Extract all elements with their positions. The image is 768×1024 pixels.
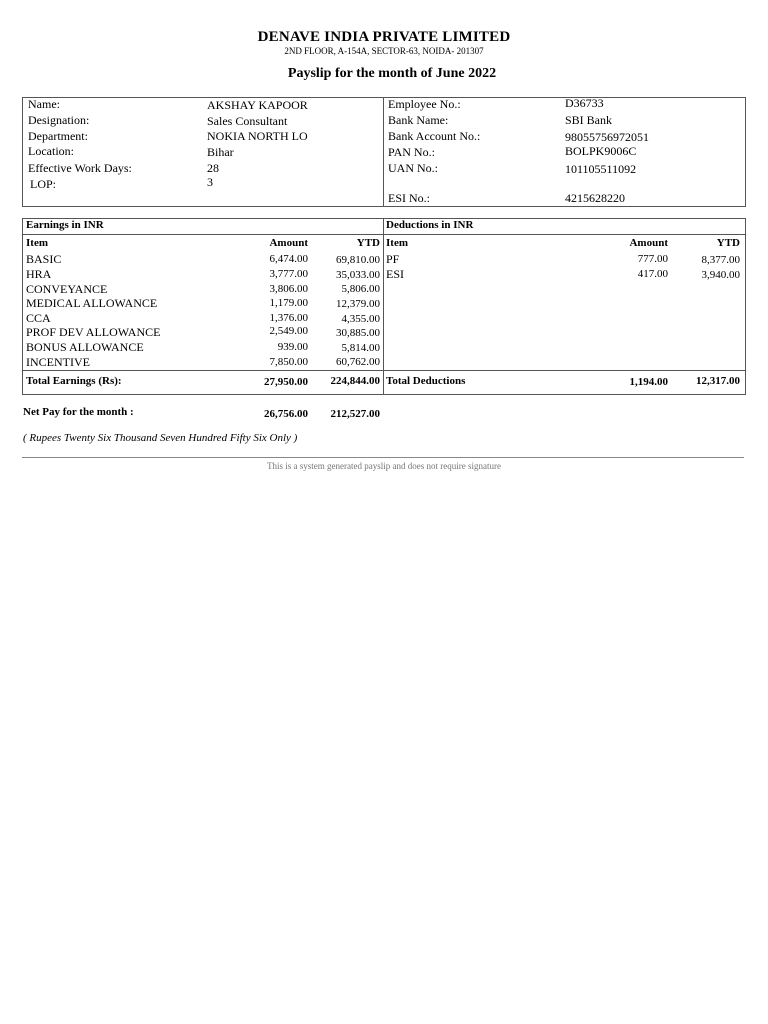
earning-ytd: 5,814.00 [341, 342, 380, 354]
net-pay-in-words: ( Rupees Twenty Six Thousand Seven Hundred Fifty Six Only ) [23, 432, 298, 444]
earning-item: PROF DEV ALLOWANCE [26, 325, 161, 339]
emp-no-label: Employee No.: [388, 97, 461, 111]
designation-label: Designation: [28, 113, 90, 127]
esi-value: 4215628220 [565, 191, 625, 205]
deductions-title: Deductions in INR [386, 219, 474, 231]
lop-value: 3 [207, 175, 213, 189]
net-pay-amount: 26,756.00 [264, 408, 308, 420]
earning-ytd: 35,033.00 [336, 269, 380, 281]
earning-ytd: 69,810.00 [336, 254, 380, 266]
payslip-title: Payslip for the month of June 2022 [287, 66, 497, 81]
location-label: Location: [28, 144, 74, 158]
pan-value: BOLPK9006C [565, 144, 637, 158]
net-pay-ytd: 212,527.00 [330, 408, 380, 420]
earning-item: BASIC [26, 252, 62, 266]
name-value: AKSHAY KAPOOR [207, 98, 308, 112]
earnings-col-item: Item [26, 237, 48, 249]
department-label: Department: [28, 129, 88, 143]
deduction-item: PF [386, 252, 400, 266]
info-divider [383, 97, 384, 206]
earning-amount: 1,376.00 [269, 312, 308, 324]
earning-amount: 939.00 [277, 341, 308, 353]
deductions-col-amount: Amount [629, 237, 668, 249]
earning-item: BONUS ALLOWANCE [26, 340, 144, 354]
earning-ytd: 5,806.00 [341, 283, 380, 295]
bank-value: SBI Bank [565, 113, 613, 127]
earning-amount: 2,549.00 [269, 325, 308, 337]
department-value: NOKIA NORTH LO [207, 129, 308, 143]
deduction-ytd: 8,377.00 [701, 254, 740, 266]
table-divider [383, 218, 384, 394]
earning-amount: 3,777.00 [269, 268, 308, 280]
account-label: Bank Account No.: [388, 129, 481, 143]
total-earnings-label: Total Earnings (Rs): [26, 375, 122, 387]
earning-item: INCENTIVE [26, 355, 90, 369]
work-days-label: Effective Work Days: [28, 161, 132, 175]
pan-label: PAN No.: [388, 145, 435, 159]
company-address: 2ND FLOOR, A-154A, SECTOR-63, NOIDA- 201307 [284, 46, 484, 56]
earnings-col-amount: Amount [269, 237, 308, 249]
esi-label: ESI No.: [388, 191, 430, 205]
lop-label: LOP: [30, 177, 57, 191]
deduction-amount: 777.00 [637, 253, 668, 265]
table-header-line [22, 234, 746, 235]
work-days-value: 28 [207, 161, 219, 175]
deductions-col-ytd: YTD [716, 237, 740, 249]
net-pay-label: Net Pay for the month : [23, 406, 134, 418]
total-deductions-label: Total Deductions [386, 375, 466, 387]
footer-note: This is a system generated payslip and does not require signature [267, 461, 501, 471]
table-total-line [22, 370, 746, 371]
earning-ytd: 60,762.00 [336, 356, 380, 368]
bank-label: Bank Name: [388, 113, 449, 127]
earning-amount: 1,179.00 [269, 297, 308, 309]
earning-amount: 7,850.00 [269, 356, 308, 368]
name-label: Name: [28, 97, 60, 111]
earning-item: CONVEYANCE [26, 282, 108, 296]
earning-item: MEDICAL ALLOWANCE [26, 296, 158, 310]
earning-ytd: 4,355.00 [341, 313, 380, 325]
earning-amount: 3,806.00 [269, 283, 308, 295]
account-value: 98055756972051 [565, 130, 649, 144]
earning-amount: 6,474.00 [269, 253, 308, 265]
total-deductions-ytd: 12,317.00 [696, 375, 740, 387]
total-earnings-amount: 27,950.00 [264, 376, 308, 388]
total-deductions-amount: 1,194.00 [629, 376, 668, 388]
earning-item: CCA [26, 311, 51, 325]
total-earnings-ytd: 224,844.00 [330, 375, 380, 387]
location-value: Bihar [207, 145, 234, 159]
employee-info-box [22, 97, 746, 207]
emp-no-value: D36733 [565, 96, 604, 110]
earning-ytd: 12,379.00 [336, 298, 380, 310]
earning-item: HRA [26, 267, 52, 281]
uan-label: UAN No.: [388, 161, 438, 175]
deduction-amount: 417.00 [637, 268, 668, 280]
company-name: DENAVE INDIA PRIVATE LIMITED [257, 29, 511, 45]
footer-divider [22, 457, 744, 458]
earning-ytd: 30,885.00 [336, 327, 380, 339]
designation-value: Sales Consultant [207, 114, 288, 128]
deduction-ytd: 3,940.00 [701, 269, 740, 281]
uan-value: 101105511092 [565, 162, 637, 176]
earnings-col-ytd: YTD [356, 237, 380, 249]
deduction-item: ESI [386, 267, 404, 281]
deductions-col-item: Item [386, 237, 408, 249]
earnings-title: Earnings in INR [26, 219, 104, 231]
